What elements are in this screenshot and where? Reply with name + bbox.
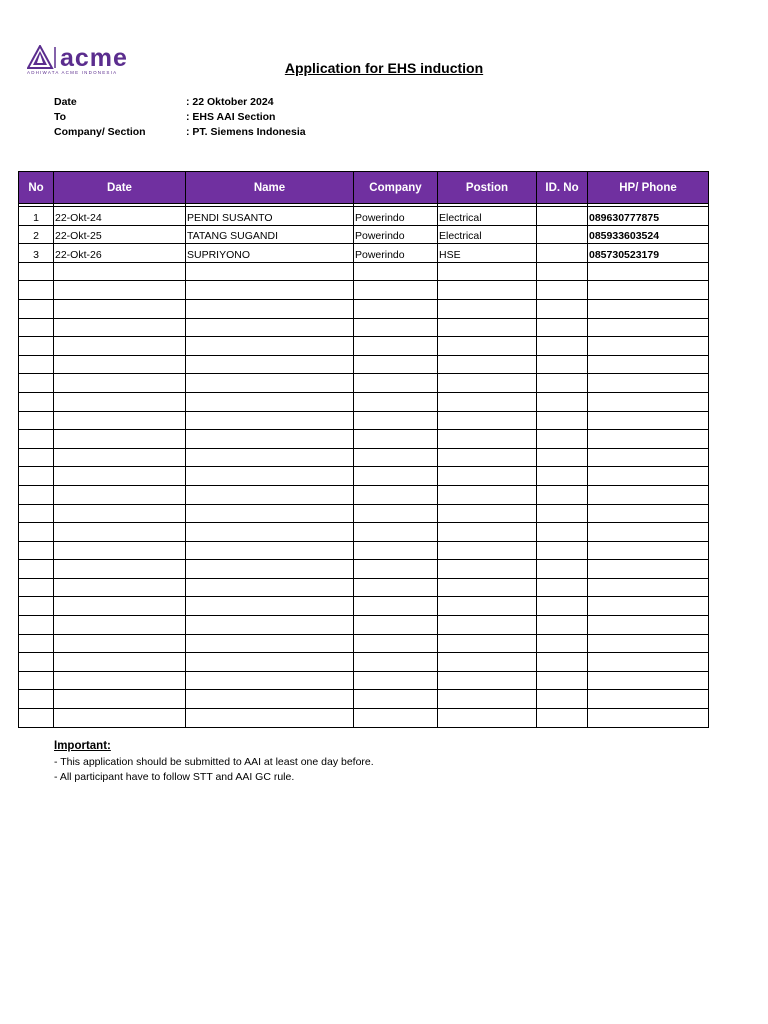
- table-cell-empty[interactable]: [537, 337, 588, 356]
- table-cell-no[interactable]: 1: [19, 207, 54, 226]
- table-cell-empty[interactable]: [19, 374, 54, 393]
- table-cell-empty[interactable]: [438, 671, 537, 690]
- table-row-empty: [19, 337, 709, 356]
- table-cell-empty[interactable]: [354, 597, 438, 616]
- table-cell-no[interactable]: 3: [19, 244, 54, 263]
- table-cell-empty[interactable]: [438, 337, 537, 356]
- table-cell-empty[interactable]: [54, 318, 186, 337]
- table-cell-empty[interactable]: [54, 448, 186, 467]
- table-cell-empty[interactable]: [588, 411, 709, 430]
- table-cell-empty[interactable]: [354, 485, 438, 504]
- table-cell-empty[interactable]: [54, 355, 186, 374]
- table-cell-empty[interactable]: [186, 616, 354, 635]
- table-cell-empty[interactable]: [537, 430, 588, 449]
- table-row-empty: [19, 560, 709, 579]
- table-cell-empty[interactable]: [438, 616, 537, 635]
- table-cell-empty[interactable]: [438, 430, 537, 449]
- table-cell-empty[interactable]: [354, 337, 438, 356]
- table-cell-no[interactable]: 2: [19, 225, 54, 244]
- table-cell-empty[interactable]: [54, 616, 186, 635]
- table-cell-empty[interactable]: [186, 653, 354, 672]
- table-cell-empty[interactable]: [438, 709, 537, 728]
- table-cell-empty[interactable]: [438, 597, 537, 616]
- table-cell-empty[interactable]: [588, 690, 709, 709]
- table-cell-empty[interactable]: [537, 578, 588, 597]
- table-cell-empty[interactable]: [186, 411, 354, 430]
- table-cell-empty[interactable]: [186, 392, 354, 411]
- svg-text:acme: acme: [60, 45, 128, 71]
- table-cell-empty[interactable]: [588, 504, 709, 523]
- table-cell-empty[interactable]: [588, 541, 709, 560]
- table-row: [19, 225, 709, 244]
- table-row-empty: [19, 653, 709, 672]
- table-cell-empty[interactable]: [354, 448, 438, 467]
- table-cell-empty[interactable]: [438, 653, 537, 672]
- table-cell-empty[interactable]: [438, 541, 537, 560]
- table-cell-empty[interactable]: [186, 597, 354, 616]
- table-cell-company[interactable]: Powerindo: [354, 244, 438, 263]
- table-cell-empty[interactable]: [537, 616, 588, 635]
- table-cell-empty[interactable]: [54, 523, 186, 542]
- table-cell-empty[interactable]: [186, 709, 354, 728]
- table-cell-empty[interactable]: [537, 374, 588, 393]
- table-cell-empty[interactable]: [438, 262, 537, 281]
- meta-value: : PT. Siemens Indonesia: [186, 126, 306, 138]
- table-cell-empty[interactable]: [19, 597, 54, 616]
- meta-value: : EHS AAI Section: [186, 111, 276, 123]
- table-cell-empty[interactable]: [354, 560, 438, 579]
- table-cell-empty[interactable]: [19, 448, 54, 467]
- table-cell-empty[interactable]: [537, 318, 588, 337]
- table-header-row: [19, 172, 709, 204]
- table-cell-position[interactable]: Electrical: [438, 207, 537, 226]
- table-cell-empty[interactable]: [537, 355, 588, 374]
- table-cell-empty[interactable]: [537, 709, 588, 728]
- meta-label: Date: [54, 96, 77, 108]
- notes-block: [54, 740, 374, 785]
- table-cell-empty[interactable]: [438, 690, 537, 709]
- table-cell-empty[interactable]: [588, 597, 709, 616]
- table-cell-empty[interactable]: [537, 392, 588, 411]
- table-cell-empty[interactable]: [438, 355, 537, 374]
- table-cell-empty[interactable]: [19, 504, 54, 523]
- table-cell-empty[interactable]: [588, 709, 709, 728]
- table-cell-empty[interactable]: [537, 597, 588, 616]
- table-cell-empty[interactable]: [537, 467, 588, 486]
- table-cell-name[interactable]: TATANG SUGANDI: [186, 225, 354, 244]
- col-header-no: No: [19, 172, 54, 204]
- table-cell-empty[interactable]: [588, 430, 709, 449]
- table-cell-empty[interactable]: [354, 299, 438, 318]
- table-row: [19, 244, 709, 263]
- table-cell-empty[interactable]: [19, 523, 54, 542]
- table-cell-empty[interactable]: [588, 337, 709, 356]
- table-cell-empty[interactable]: [354, 690, 438, 709]
- table-cell-empty[interactable]: [54, 634, 186, 653]
- table-cell-empty[interactable]: [54, 281, 186, 300]
- table-cell-empty[interactable]: [186, 578, 354, 597]
- table-cell-empty[interactable]: [438, 299, 537, 318]
- table-cell-empty[interactable]: [186, 299, 354, 318]
- table-cell-empty[interactable]: [19, 578, 54, 597]
- table-cell-empty[interactable]: [54, 541, 186, 560]
- table-cell-empty[interactable]: [354, 262, 438, 281]
- table-cell-date[interactable]: 22-Okt-25: [54, 225, 186, 244]
- table-cell-name[interactable]: PENDI SUSANTO: [186, 207, 354, 226]
- table-cell-empty[interactable]: [186, 467, 354, 486]
- table-cell-empty[interactable]: [537, 485, 588, 504]
- table-cell-empty[interactable]: [588, 485, 709, 504]
- table-cell-empty[interactable]: [54, 374, 186, 393]
- meta-block: [54, 95, 454, 140]
- table-cell-empty[interactable]: [354, 709, 438, 728]
- table-cell-empty[interactable]: [438, 523, 537, 542]
- table-cell-empty[interactable]: [186, 448, 354, 467]
- table-cell-phone[interactable]: 085933603524: [588, 225, 709, 244]
- table-cell-empty[interactable]: [537, 523, 588, 542]
- table-cell-position[interactable]: Electrical: [438, 225, 537, 244]
- table-row-empty: [19, 392, 709, 411]
- table-cell-empty[interactable]: [537, 411, 588, 430]
- table-row-empty: [19, 671, 709, 690]
- table-cell-empty[interactable]: [354, 355, 438, 374]
- table-cell-empty[interactable]: [588, 374, 709, 393]
- table-cell-empty[interactable]: [588, 653, 709, 672]
- table-cell-empty[interactable]: [19, 318, 54, 337]
- table-cell-empty[interactable]: [19, 281, 54, 300]
- table-cell-empty[interactable]: [438, 392, 537, 411]
- table-row-empty: [19, 541, 709, 560]
- table-row-empty: [19, 467, 709, 486]
- table-cell-empty[interactable]: [54, 467, 186, 486]
- table-cell-empty[interactable]: [537, 541, 588, 560]
- table-cell-empty[interactable]: [588, 262, 709, 281]
- table-cell-empty[interactable]: [19, 392, 54, 411]
- table-cell-empty[interactable]: [354, 504, 438, 523]
- table-cell-empty[interactable]: [19, 690, 54, 709]
- table-cell-empty[interactable]: [537, 653, 588, 672]
- col-header-company: Company: [354, 172, 438, 204]
- table-cell-empty[interactable]: [588, 448, 709, 467]
- table-cell-empty[interactable]: [537, 690, 588, 709]
- table-cell-empty[interactable]: [19, 262, 54, 281]
- table-cell-empty[interactable]: [588, 281, 709, 300]
- meta-row-company: [54, 125, 454, 140]
- table-cell-empty[interactable]: [438, 485, 537, 504]
- acme-logo-tagline: ADHIWATA ACME INDONESIA: [27, 70, 118, 75]
- notes-heading: Important:: [54, 740, 111, 752]
- table-row-empty: [19, 262, 709, 281]
- table-cell-empty[interactable]: [19, 485, 54, 504]
- table-cell-empty[interactable]: [588, 523, 709, 542]
- table-cell-empty[interactable]: [354, 541, 438, 560]
- table-cell-empty[interactable]: [537, 299, 588, 318]
- col-header-position: Postion: [438, 172, 537, 204]
- table-cell-empty[interactable]: [186, 281, 354, 300]
- table-cell-empty[interactable]: [54, 671, 186, 690]
- table-row-empty: [19, 448, 709, 467]
- table-cell-empty[interactable]: [354, 430, 438, 449]
- meta-label: To: [54, 111, 67, 123]
- table-cell-empty[interactable]: [537, 671, 588, 690]
- table-cell-empty[interactable]: [537, 634, 588, 653]
- table-cell-empty[interactable]: [354, 281, 438, 300]
- table-cell-empty[interactable]: [438, 374, 537, 393]
- table-cell-empty[interactable]: [186, 690, 354, 709]
- table-cell-date[interactable]: 22-Okt-24: [54, 207, 186, 226]
- table-cell-empty[interactable]: [537, 262, 588, 281]
- table-cell-empty[interactable]: [588, 616, 709, 635]
- table-cell-empty[interactable]: [19, 355, 54, 374]
- table-cell-empty[interactable]: [186, 262, 354, 281]
- table-row-empty: [19, 578, 709, 597]
- table-cell-empty[interactable]: [438, 467, 537, 486]
- table-row-empty: [19, 523, 709, 542]
- table-cell-id-no[interactable]: [537, 244, 588, 263]
- table-cell-empty[interactable]: [438, 411, 537, 430]
- table-cell-empty[interactable]: [186, 541, 354, 560]
- notes-line: - All participant have to follow STT and AAI GC rule.: [54, 771, 295, 783]
- table-cell-empty[interactable]: [19, 299, 54, 318]
- table-cell-empty[interactable]: [54, 430, 186, 449]
- table-cell-empty[interactable]: [54, 262, 186, 281]
- table-row-empty: [19, 690, 709, 709]
- table-cell-empty[interactable]: [54, 411, 186, 430]
- table-cell-empty[interactable]: [19, 411, 54, 430]
- table-cell-empty[interactable]: [354, 374, 438, 393]
- table-row-empty: [19, 430, 709, 449]
- table-cell-empty[interactable]: [588, 467, 709, 486]
- participant-table: [18, 171, 709, 728]
- table-cell-empty[interactable]: [54, 392, 186, 411]
- table-row-empty: [19, 299, 709, 318]
- col-header-phone: HP/ Phone: [588, 172, 709, 204]
- table-row-empty: [19, 281, 709, 300]
- table-cell-empty[interactable]: [54, 690, 186, 709]
- table-cell-empty[interactable]: [537, 281, 588, 300]
- meta-row-date: [54, 95, 454, 110]
- table-cell-empty[interactable]: [588, 634, 709, 653]
- table-cell-empty[interactable]: [354, 411, 438, 430]
- table-cell-empty[interactable]: [537, 448, 588, 467]
- notes-line: - This application should be submitted to AAI at least one day before.: [54, 756, 374, 768]
- table-cell-phone[interactable]: 089630777875: [588, 207, 709, 226]
- table-row-empty: [19, 709, 709, 728]
- col-header-name: Name: [186, 172, 354, 204]
- table-cell-empty[interactable]: [588, 560, 709, 579]
- table-cell-empty[interactable]: [186, 430, 354, 449]
- table-cell-id-no[interactable]: [537, 207, 588, 226]
- table-cell-empty[interactable]: [588, 392, 709, 411]
- table-cell-empty[interactable]: [588, 318, 709, 337]
- table-row-empty: [19, 374, 709, 393]
- table-cell-empty[interactable]: [354, 318, 438, 337]
- table-cell-empty[interactable]: [186, 523, 354, 542]
- table-cell-empty[interactable]: [588, 671, 709, 690]
- table-cell-empty[interactable]: [438, 634, 537, 653]
- table-cell-empty[interactable]: [588, 299, 709, 318]
- table-cell-empty[interactable]: [54, 337, 186, 356]
- table-cell-empty[interactable]: [588, 355, 709, 374]
- table-cell-empty[interactable]: [438, 504, 537, 523]
- table-row-empty: [19, 597, 709, 616]
- col-header-id-no: ID. No: [537, 172, 588, 204]
- table-cell-empty[interactable]: [354, 671, 438, 690]
- table-cell-empty[interactable]: [438, 318, 537, 337]
- table-cell-empty[interactable]: [186, 374, 354, 393]
- table-cell-empty[interactable]: [54, 578, 186, 597]
- table-cell-empty[interactable]: [186, 318, 354, 337]
- table-cell-empty[interactable]: [186, 355, 354, 374]
- table-row-empty: [19, 634, 709, 653]
- table-cell-empty[interactable]: [19, 337, 54, 356]
- table-cell-company[interactable]: Powerindo: [354, 225, 438, 244]
- table-cell-empty[interactable]: [354, 523, 438, 542]
- table-cell-empty[interactable]: [186, 485, 354, 504]
- col-header-date: Date: [54, 172, 186, 204]
- table-cell-empty[interactable]: [354, 616, 438, 635]
- table-cell-empty[interactable]: [354, 467, 438, 486]
- table-cell-empty[interactable]: [537, 504, 588, 523]
- table-row-empty: [19, 411, 709, 430]
- table-cell-empty[interactable]: [354, 634, 438, 653]
- table-cell-empty[interactable]: [186, 634, 354, 653]
- table-cell-empty[interactable]: [354, 578, 438, 597]
- table-cell-empty[interactable]: [438, 560, 537, 579]
- table-cell-empty[interactable]: [537, 560, 588, 579]
- page-title: Application for EHS induction: [284, 60, 484, 76]
- table-cell-empty[interactable]: [54, 485, 186, 504]
- table-cell-empty[interactable]: [19, 560, 54, 579]
- table-cell-empty[interactable]: [19, 616, 54, 635]
- table-cell-company[interactable]: Powerindo: [354, 207, 438, 226]
- table-cell-empty[interactable]: [54, 299, 186, 318]
- table-cell-id-no[interactable]: [537, 225, 588, 244]
- table-cell-name[interactable]: SUPRIYONO: [186, 244, 354, 263]
- table-cell-empty[interactable]: [438, 448, 537, 467]
- table-cell-empty[interactable]: [438, 578, 537, 597]
- table-cell-empty[interactable]: [19, 709, 54, 728]
- table-row: [19, 207, 709, 226]
- table-cell-empty[interactable]: [54, 709, 186, 728]
- table-cell-empty[interactable]: [54, 560, 186, 579]
- table-cell-empty[interactable]: [19, 467, 54, 486]
- table-row-empty: [19, 504, 709, 523]
- table-row-empty: [19, 355, 709, 374]
- meta-label: Company/ Section: [54, 126, 146, 138]
- table-cell-empty[interactable]: [354, 653, 438, 672]
- table-row-empty: [19, 318, 709, 337]
- table-cell-empty[interactable]: [19, 653, 54, 672]
- table-cell-empty[interactable]: [54, 653, 186, 672]
- meta-value: : 22 Oktober 2024: [186, 96, 274, 108]
- table-cell-empty[interactable]: [186, 337, 354, 356]
- table-cell-empty[interactable]: [588, 578, 709, 597]
- table-cell-empty[interactable]: [54, 597, 186, 616]
- table-cell-empty[interactable]: [186, 504, 354, 523]
- table-cell-empty[interactable]: [354, 392, 438, 411]
- table-cell-phone[interactable]: 085730523179: [588, 244, 709, 263]
- table-cell-empty[interactable]: [54, 504, 186, 523]
- table-cell-empty[interactable]: [438, 281, 537, 300]
- table-cell-empty[interactable]: [186, 560, 354, 579]
- table-cell-date[interactable]: 22-Okt-26: [54, 244, 186, 263]
- table-cell-empty[interactable]: [19, 671, 54, 690]
- table-row-empty: [19, 485, 709, 504]
- meta-row-to: [54, 110, 454, 125]
- table-cell-position[interactable]: HSE: [438, 244, 537, 263]
- table-cell-empty[interactable]: [19, 634, 54, 653]
- table-cell-empty[interactable]: [19, 430, 54, 449]
- table-row-empty: [19, 616, 709, 635]
- table-cell-empty[interactable]: [19, 541, 54, 560]
- table-cell-empty[interactable]: [186, 671, 354, 690]
